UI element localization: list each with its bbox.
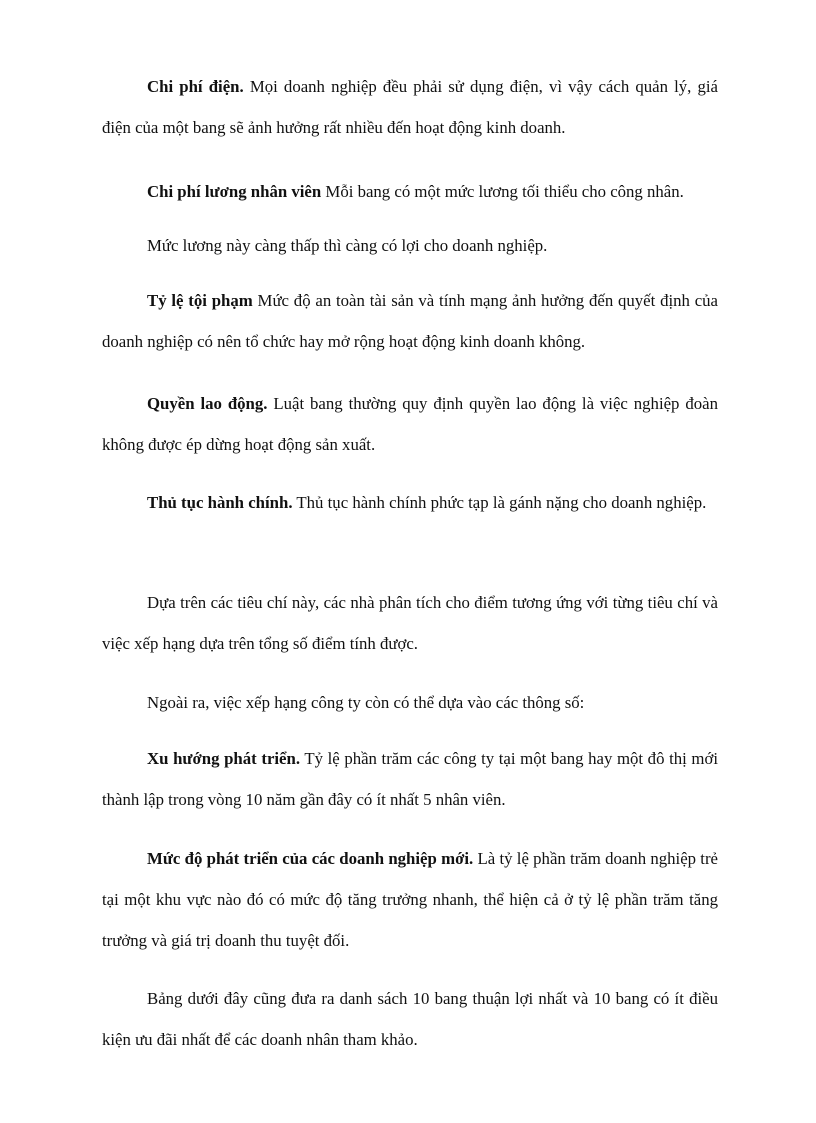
paragraph-text: Ngoài ra, việc xếp hạng công ty còn có thể dựa vào các thông số: [147, 693, 585, 712]
paragraph-labor-rights [102, 383, 718, 465]
paragraph-text: Tỷ lệ phần trăm các công ty tại một bang hay một đô thị mới thành lập trong vòng 10 năm gần đây có ít nhất 5 nhân viên. [102, 749, 718, 809]
paragraph-new-business [102, 838, 718, 961]
paragraph-growth-trend [102, 738, 718, 820]
paragraph-text: Mọi doanh nghiệp đều phải sử dụng điện, vì vậy cách quản lý, giá điện của một bang sẽ ảnh hưởng rất nhiều đến hoạt động kinh doanh. [102, 77, 718, 137]
paragraph-scoring [102, 582, 718, 664]
paragraph-other-criteria [102, 682, 718, 723]
paragraph-text: Mức lương này càng thấp thì càng có lợi cho doanh nghiệp. [147, 236, 548, 255]
paragraph-electricity-cost [102, 66, 718, 148]
paragraph-lead: Chi phí điện. [147, 77, 244, 96]
paragraph-lead: Quyền lao động. [147, 394, 268, 413]
paragraph-lead: Thủ tục hành chính. [147, 493, 293, 512]
paragraph-text: Mức độ an toàn tài sản và tính mạng ảnh hưởng đến quyết định của doanh nghiệp có nên tổ chức hay mở rộng hoạt động kinh doanh không. [102, 291, 718, 351]
paragraph-ranking-table [102, 978, 718, 1060]
paragraph-lead: Tỷ lệ tội phạm [147, 291, 253, 310]
paragraph-lead: Chi phí lương nhân viên [147, 182, 322, 201]
paragraph-text: Là tỷ lệ phần trăm doanh nghiệp trẻ tại một khu vực nào đó có mức độ tăng trưởng nhanh, thể hiện cả ở tỷ lệ phần trăm tăng trưởng và giá trị doanh thu tuyệt đối. [102, 849, 719, 950]
paragraph-text: Bảng dưới đây cũng đưa ra danh sách 10 bang thuận lợi nhất và 10 bang có ít điều kiện ưu đãi nhất để các doanh nhân tham khảo. [102, 989, 718, 1049]
paragraph-text: Mỗi bang có một mức lương tối thiểu cho công nhân. [321, 182, 684, 201]
paragraph-text: Luật bang thường quy định quyền lao động là việc nghiệp đoàn không được ép dừng hoạt động sản xuất. [102, 394, 718, 454]
paragraph-text: Dựa trên các tiêu chí này, các nhà phân tích cho điểm tương ứng với từng tiêu chí và việc xếp hạng dựa trên tổng số điểm tính được. [102, 593, 718, 653]
paragraph-lead: Xu hướng phát triển. [147, 749, 301, 768]
paragraph-text: Thủ tục hành chính phức tạp là gánh nặng cho doanh nghiệp. [292, 493, 707, 512]
paragraph-lead: Mức độ phát triển của các doanh nghiệp mới. [147, 849, 474, 868]
paragraph-administrative [102, 482, 718, 523]
paragraph-crime-rate [102, 280, 718, 362]
paragraph-wage-note [102, 225, 718, 266]
paragraph-wage-cost [102, 171, 718, 212]
